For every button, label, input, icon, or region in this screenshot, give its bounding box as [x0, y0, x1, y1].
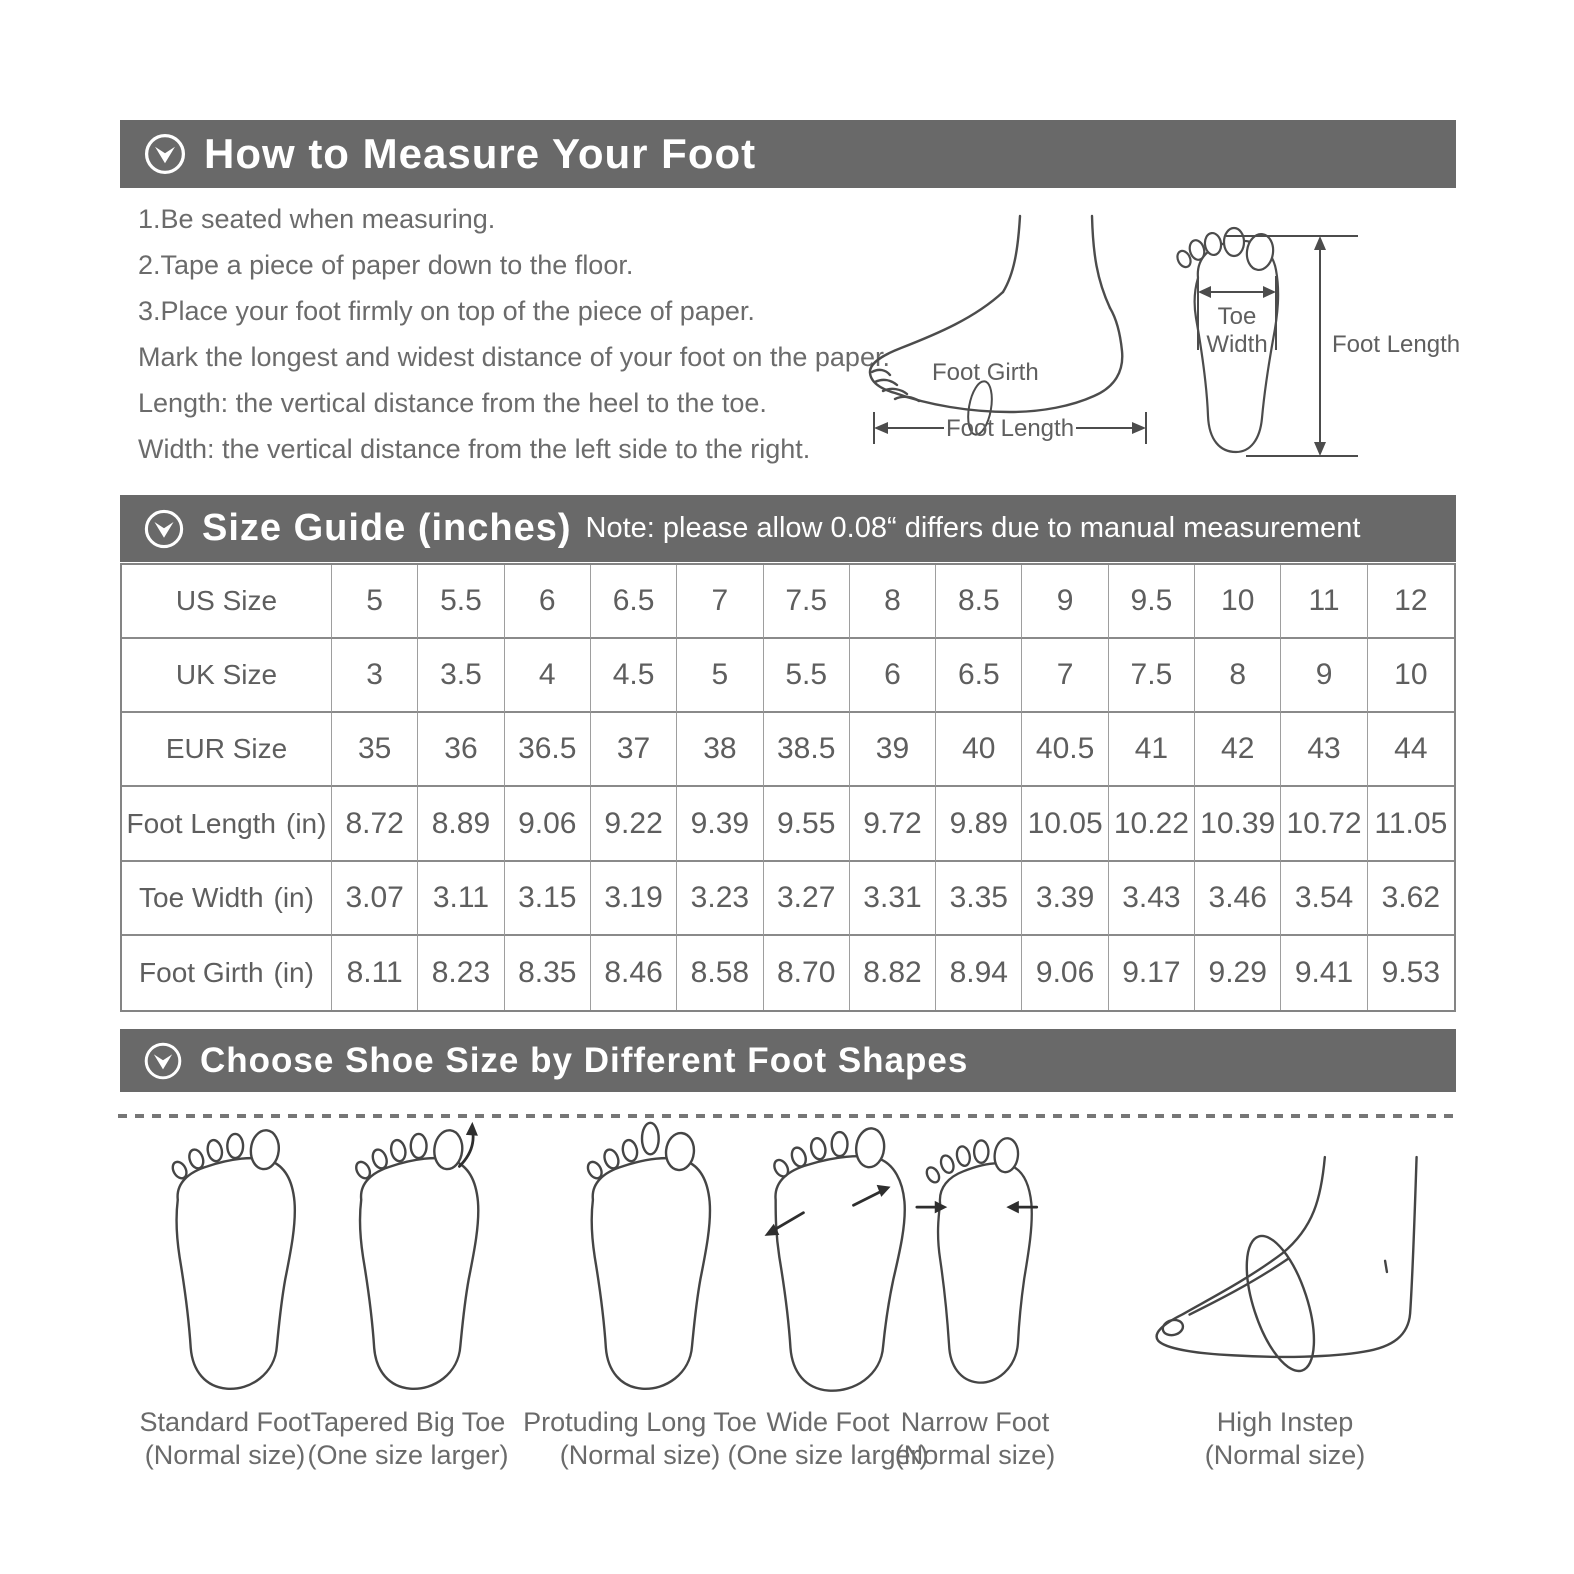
- sole-foot-illustration: [1175, 228, 1460, 456]
- size-cell: 9.89: [936, 787, 1022, 861]
- row-label: [122, 862, 332, 936]
- size-cell: 5: [677, 639, 763, 713]
- size-cell: 6: [505, 565, 591, 639]
- size-cell: 10.05: [1022, 787, 1108, 861]
- size-cell: 3.43: [1109, 862, 1195, 936]
- shape-name: Tapered Big Toe: [310, 1407, 506, 1437]
- measure-section-title: How to Measure Your Foot: [204, 130, 757, 177]
- size-cell: 5.5: [418, 565, 504, 639]
- size-cell: 10: [1368, 639, 1454, 713]
- size-cell: 6.5: [936, 639, 1022, 713]
- side-length-label: Foot Length: [945, 415, 1075, 442]
- instruction-line: Width: the vertical distance from the left side to the right.: [138, 434, 811, 464]
- size-cell: 8.89: [418, 787, 504, 861]
- size-cell: 3: [332, 639, 418, 713]
- size-cell: 8.58: [677, 936, 763, 1010]
- foot-shape-narrow-figure: [890, 1120, 1060, 1472]
- row-label: [122, 787, 332, 861]
- size-cell: 43: [1281, 713, 1367, 787]
- size-guide-note: Note: please allow 0.08“ differs due to manual measurement: [585, 512, 1361, 544]
- shape-name: High Instep: [1216, 1407, 1354, 1437]
- foot-shapes-title: Choose Shoe Size by Different Foot Shapes: [200, 1040, 969, 1080]
- size-cell: 7: [677, 565, 763, 639]
- size-cell: 9.55: [764, 787, 850, 861]
- foot-shapes-header: [120, 1029, 1456, 1092]
- chevron-down-circle-icon: [142, 1040, 184, 1082]
- row-unit: (in): [273, 956, 314, 988]
- size-cell: 9.06: [1022, 936, 1108, 1010]
- size-cell: 4.5: [591, 639, 677, 713]
- size-cell: 7.5: [764, 565, 850, 639]
- size-cell: 36.5: [505, 713, 591, 787]
- size-cell: 8: [850, 565, 936, 639]
- size-cell: 36: [418, 713, 504, 787]
- row-unit: (in): [273, 881, 314, 913]
- size-cell: 3.62: [1368, 862, 1454, 936]
- size-cell: 8.5: [936, 565, 1022, 639]
- shape-size-note: (One size larger): [307, 1440, 509, 1470]
- size-cell: 8.11: [332, 936, 418, 1010]
- side-foot-illustration: [870, 216, 1146, 444]
- standard-foot-illustration: [137, 1120, 313, 1398]
- sole-toe-width-label-2: Width: [1206, 331, 1268, 358]
- measure-instructions: [138, 205, 918, 481]
- instruction-line: Length: the vertical distance from the heel to the toe.: [138, 388, 767, 418]
- row-label-text: Toe Width: [139, 881, 264, 913]
- size-cell: 8.35: [505, 936, 591, 1010]
- size-cell: 11: [1281, 565, 1367, 639]
- size-cell: 10.22: [1109, 787, 1195, 861]
- size-cell: 3.31: [850, 862, 936, 936]
- size-cell: 9.06: [505, 787, 591, 861]
- size-cell: 41: [1109, 713, 1195, 787]
- shape-caption: [307, 1406, 508, 1472]
- instruction-line: 2.Tape a piece of paper down to the floor.: [138, 250, 634, 280]
- size-cell: 37: [591, 713, 677, 787]
- row-label-text: UK Size: [175, 659, 278, 691]
- foot-shape-high-instep-figure: [1130, 1120, 1440, 1472]
- high-instep-illustration: [1130, 1120, 1440, 1398]
- side-girth-label: Foot Girth: [932, 359, 1039, 386]
- row-label: [122, 639, 332, 713]
- tapered-big-toe-illustration: [320, 1120, 496, 1398]
- size-cell: 10.39: [1195, 787, 1281, 861]
- instruction-line: Mark the longest and widest distance of your foot on the paper.: [138, 342, 890, 372]
- foot-shape-standard-figure: [137, 1120, 313, 1472]
- size-cell: 9.39: [677, 787, 763, 861]
- size-cell: 9.53: [1381, 955, 1441, 989]
- foot-measurement-diagram: [858, 212, 1468, 477]
- size-cell: 38.5: [764, 713, 850, 787]
- shape-name: Wide Foot: [766, 1407, 890, 1437]
- size-cell: 8: [1195, 639, 1281, 713]
- size-cell: 3.15: [505, 862, 591, 936]
- size-cell: 3.11: [418, 862, 504, 936]
- sole-length-label: Foot Length: [1332, 331, 1461, 358]
- shape-size-note: (Normal size): [894, 1440, 1056, 1470]
- shape-caption: [895, 1406, 1056, 1472]
- size-cell: 8.46: [591, 936, 677, 1010]
- size-cell: 12: [1368, 565, 1454, 639]
- size-cell: 11.05: [1368, 787, 1454, 861]
- size-cell: 9.72: [850, 787, 936, 861]
- size-guide-title: Size Guide (inches): [202, 507, 572, 549]
- size-cell: 10.72: [1281, 787, 1367, 861]
- size-cell: 3.27: [764, 862, 850, 936]
- row-label-text: Foot Length: [126, 807, 276, 839]
- row-label: [122, 565, 332, 639]
- row-label-text: US Size: [175, 585, 278, 617]
- shape-name: Protuding Long Toe: [523, 1407, 757, 1437]
- size-cell: 10: [1195, 565, 1281, 639]
- instruction-line: 1.Be seated when measuring.: [138, 204, 496, 234]
- size-cell: 44: [1368, 713, 1454, 787]
- size-cell: 5.5: [764, 639, 850, 713]
- foot-shape-protruding-long-toe-figure: [523, 1120, 757, 1472]
- size-cell: 9.22: [591, 787, 677, 861]
- shape-size-note: (Normal size): [144, 1440, 306, 1470]
- size-cell: 38: [677, 713, 763, 787]
- size-cell: 9.41: [1281, 936, 1367, 1010]
- row-label-text: EUR Size: [165, 733, 288, 765]
- size-cell: 6.5: [591, 565, 677, 639]
- sole-toe-width-label-1: Toe: [1217, 303, 1257, 330]
- size-cell: 42: [1195, 713, 1281, 787]
- shape-size-note: (One size larger): [727, 1440, 929, 1470]
- protruding-long-toe-illustration: [552, 1120, 728, 1398]
- row-unit: (in): [286, 807, 327, 839]
- size-cell: 8.23: [418, 936, 504, 1010]
- size-cell: 8.82: [850, 936, 936, 1010]
- shape-name: Standard Foot: [139, 1407, 311, 1437]
- size-cell: 3.5: [418, 639, 504, 713]
- size-guide-table: [120, 563, 1456, 1012]
- size-cell: 3.54: [1281, 862, 1367, 936]
- shape-size-note: (Normal size): [1204, 1440, 1366, 1470]
- foot-shapes-row: [120, 1120, 1456, 1500]
- size-cell: 40: [936, 713, 1022, 787]
- size-cell: 3.19: [591, 862, 677, 936]
- size-cell: 9.5: [1109, 565, 1195, 639]
- size-cell: 6: [850, 639, 936, 713]
- chevron-down-circle-icon: [142, 131, 188, 177]
- size-cell: 8.72: [332, 787, 418, 861]
- size-cell: 40.5: [1022, 713, 1108, 787]
- size-cell: 3.46: [1195, 862, 1281, 936]
- instruction-line: 3.Place your foot firmly on top of the piece of paper.: [138, 296, 755, 326]
- size-cell: 8.94: [936, 936, 1022, 1010]
- chevron-down-circle-icon: [142, 507, 186, 551]
- size-cell: 9.29: [1195, 936, 1281, 1010]
- size-cell: 7.5: [1109, 639, 1195, 713]
- size-guide-header: [120, 495, 1456, 562]
- row-label-text: Foot Girth: [139, 956, 264, 988]
- dotted-divider: [118, 1114, 1458, 1118]
- shape-name: Narrow Foot: [900, 1407, 1050, 1437]
- shape-caption: [139, 1406, 310, 1472]
- shape-caption: [1205, 1406, 1366, 1472]
- narrow-foot-illustration: [890, 1120, 1060, 1398]
- size-cell: 9.17: [1109, 936, 1195, 1010]
- size-cell: 9: [1281, 639, 1367, 713]
- size-cell: 39: [850, 713, 936, 787]
- row-label: [122, 936, 332, 1010]
- size-cell: 4: [505, 639, 591, 713]
- size-cell: 3.39: [1022, 862, 1108, 936]
- row-label: [122, 713, 332, 787]
- size-cell: 3.35: [936, 862, 1022, 936]
- shape-caption: [523, 1406, 757, 1472]
- shape-size-note: (Normal size): [559, 1440, 721, 1470]
- size-cell: 35: [332, 713, 418, 787]
- foot-shape-tapered-big-toe-figure: [307, 1120, 508, 1472]
- size-cell: 9: [1022, 565, 1108, 639]
- size-cell: 8.70: [764, 936, 850, 1010]
- size-cell: 3.23: [677, 862, 763, 936]
- measure-section-header: [120, 120, 1456, 188]
- size-cell: 5: [332, 565, 418, 639]
- size-cell: 3.07: [332, 862, 418, 936]
- size-cell: 7: [1022, 639, 1108, 713]
